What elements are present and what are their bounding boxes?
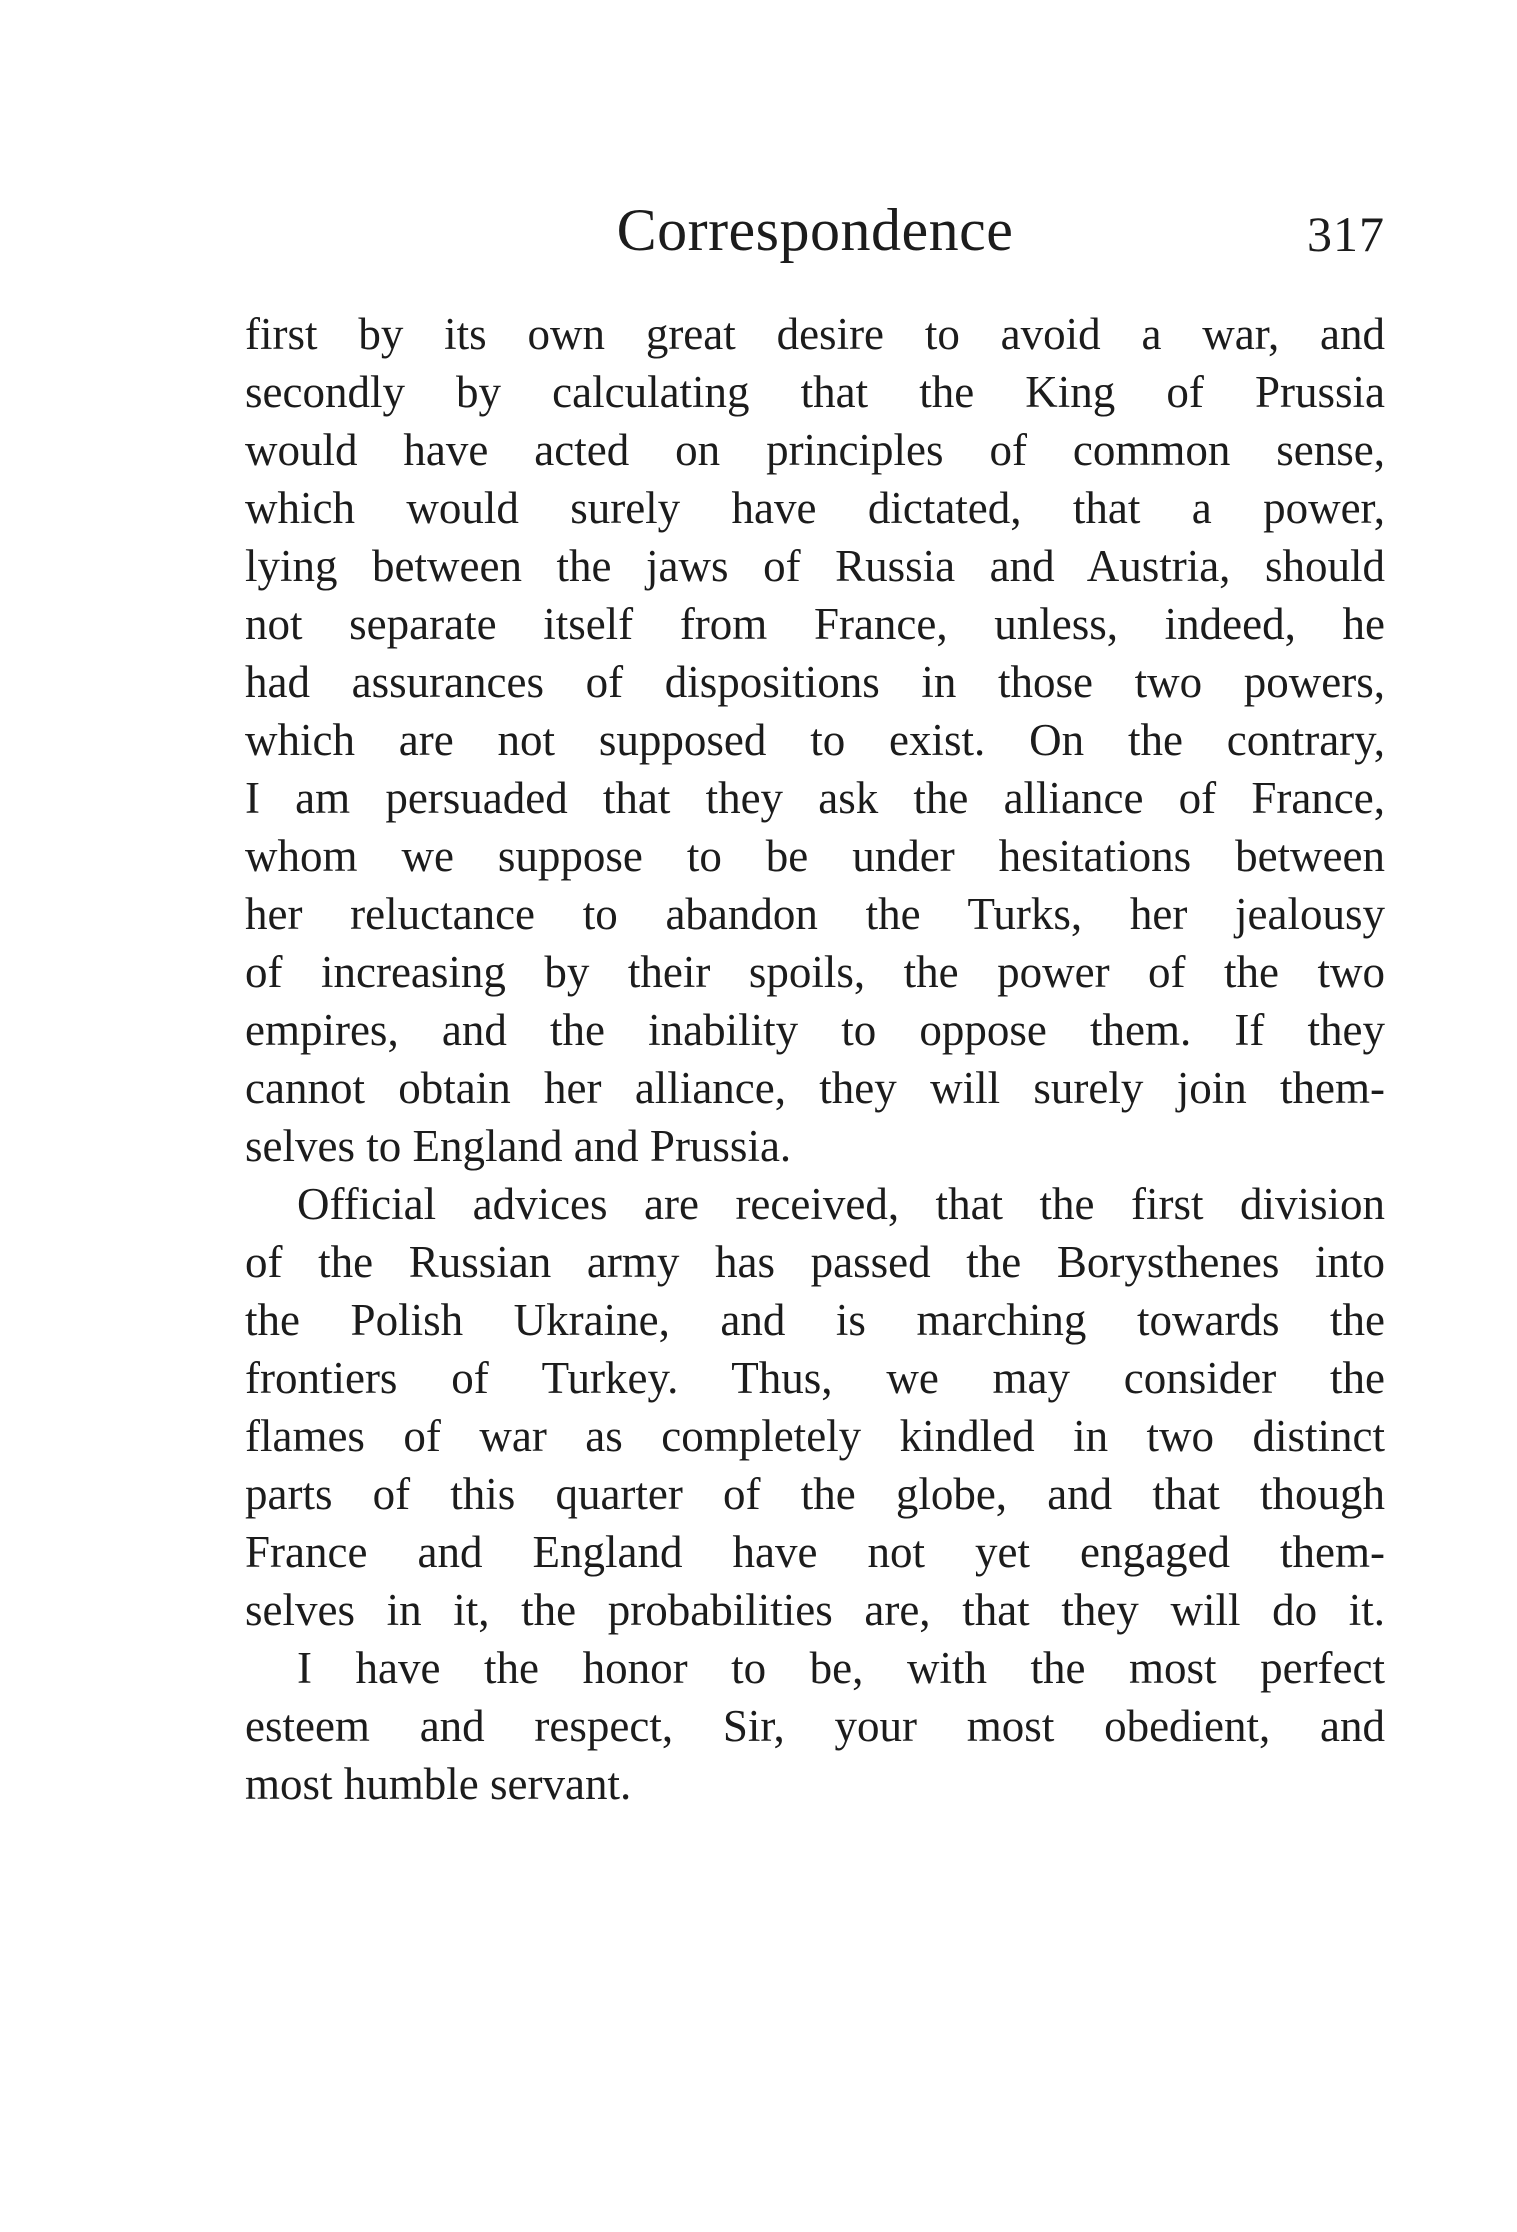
text-line: first by its own great desire to avoid a war, and	[245, 309, 1385, 359]
page-number: 317	[1307, 206, 1385, 262]
text-line: I have the honor to be, with the most perfect	[297, 1643, 1385, 1693]
text-line: which are not supposed to exist. On the contrary,	[245, 715, 1385, 765]
body-text	[245, 305, 1385, 1813]
text-line: selves to England and Prussia.	[245, 1121, 792, 1171]
paragraph-1	[245, 305, 1385, 1175]
text-line: selves in it, the probabilities are, that they will do it.	[245, 1585, 1385, 1635]
text-line: would have acted on principles of common sense,	[245, 425, 1385, 475]
text-line: empires, and the inability to oppose them. If they	[245, 1005, 1385, 1055]
text-line: most humble servant.	[245, 1759, 632, 1809]
text-line: I am persuaded that they ask the alliance of France,	[245, 773, 1385, 823]
text-line: flames of war as completely kindled in two distinct	[245, 1411, 1385, 1461]
running-title: Correspondence	[616, 197, 1014, 263]
text-line: her reluctance to abandon the Turks, her jealousy	[245, 889, 1385, 939]
text-line: France and England have not yet engaged them-	[245, 1527, 1385, 1577]
text-line: parts of this quarter of the globe, and that though	[245, 1469, 1385, 1519]
text-line: lying between the jaws of Russia and Austria, should	[245, 541, 1385, 591]
text-line: had assurances of dispositions in those two powers,	[245, 657, 1385, 707]
running-head	[245, 190, 1385, 270]
text-line: which would surely have dictated, that a power,	[245, 483, 1385, 533]
text-line: cannot obtain her alliance, they will surely join them-	[245, 1063, 1385, 1113]
text-line: esteem and respect, Sir, your most obedient, and	[245, 1701, 1385, 1751]
text-line: whom we suppose to be under hesitations between	[245, 831, 1385, 881]
text-line: Official advices are received, that the first division	[297, 1179, 1385, 1229]
paragraph-2	[245, 1175, 1385, 1639]
paragraph-3	[245, 1639, 1385, 1813]
text-line: of the Russian army has passed the Borysthenes into	[245, 1237, 1385, 1287]
text-line: frontiers of Turkey. Thus, we may consider the	[245, 1353, 1385, 1403]
text-line: of increasing by their spoils, the power of the two	[245, 947, 1385, 997]
text-line: not separate itself from France, unless, indeed, he	[245, 599, 1385, 649]
text-line: the Polish Ukraine, and is marching towards the	[245, 1295, 1385, 1345]
text-line: secondly by calculating that the King of Prussia	[245, 367, 1385, 417]
